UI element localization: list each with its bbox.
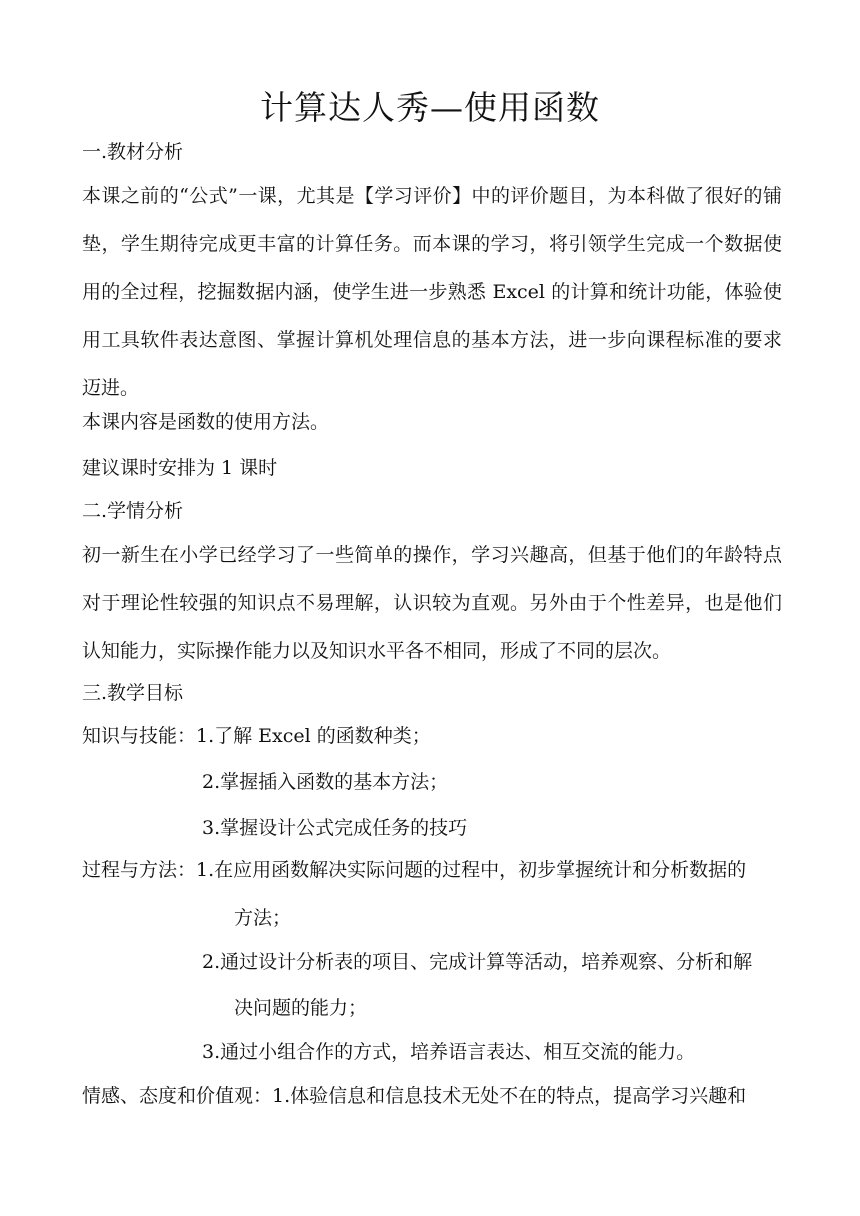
section-heading-student-analysis: 二.学情分析 (82, 500, 184, 522)
goal-knowledge-line-3: 3.掌握设计公式完成任务的技巧 (202, 817, 468, 839)
section-heading-teaching-goals: 三.教学目标 (82, 682, 184, 704)
paragraph-student-analysis: 初一新生在小学已经学习了一些简单的操作，学习兴趣高，但基于他们的年龄特点对于理论性较强的知识点不易理解，认识较为直观。另外由于个性差异，也是他们认知能力，实际操作能力以及知识水平各不相同，形成了不同的层次。 (82, 544, 782, 662)
goal-process-line-3: 2.通过设计分析表的项目、完成计算等活动，培养观察、分析和解 (202, 951, 753, 973)
goal-process-line-2: 方法； (234, 907, 292, 929)
goal-knowledge-line-2: 2.掌握插入函数的基本方法； (202, 771, 449, 793)
paragraph-class-hours: 建议课时安排为 1 课时 (82, 457, 278, 479)
goal-knowledge-line-1: 知识与技能：1.了解 Excel 的函数种类； (82, 725, 431, 747)
document-title: 计算达人秀—使用函数 (260, 88, 600, 127)
goal-process-line-5: 3.通过小组合作的方式，培养语言表达、相互交流的能力。 (202, 1041, 696, 1063)
paragraph-textbook-analysis: 本课之前的“公式”一课，尤其是【学习评价】中的评价题目，为本科做了很好的铺垫，学生期待完成更丰富的计算任务。而本课的学习，将引领学生完成一个数据使用的全过程，挖掘数据内涵，使学生进一步熟悉 Excel 的计算和统计功能，体验使用工具软件表达意图、掌握计算机处理信息的基本方法，进一步向课程标准的要求迈进。 (82, 185, 782, 399)
section-heading-textbook-analysis: 一.教材分析 (82, 141, 184, 163)
goal-emotion-line-1: 情感、态度和价值观：1.体验信息和信息技术无处不在的特点，提高学习兴趣和 (82, 1085, 747, 1107)
paragraph-lesson-content: 本课内容是函数的使用方法。 (82, 411, 330, 433)
goal-process-line-1: 过程与方法：1.在应用函数解决实际问题的过程中，初步掌握统计和分析数据的 (82, 859, 747, 881)
goal-process-line-4: 决问题的能力； (234, 997, 368, 1019)
